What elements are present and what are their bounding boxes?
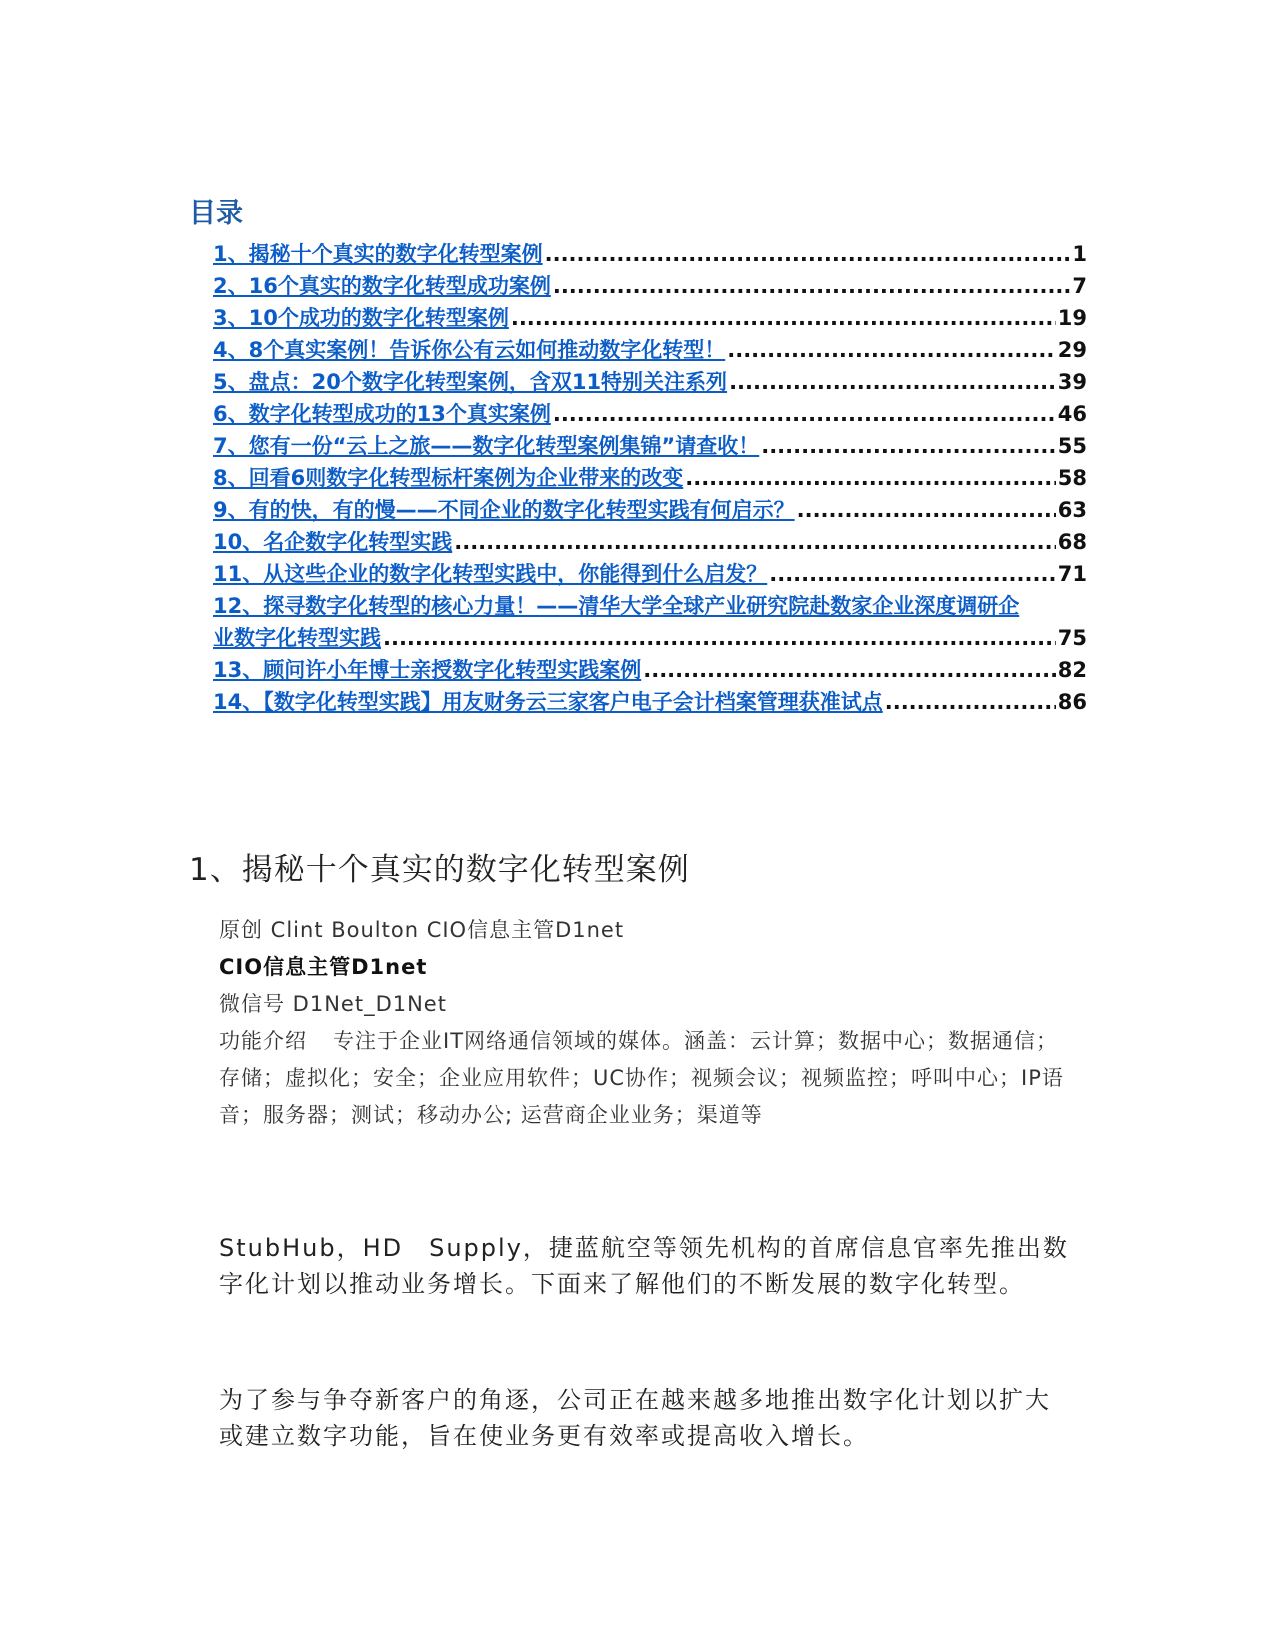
toc-title: 目录: [189, 198, 243, 229]
toc-leader-dots: [797, 494, 1056, 526]
toc-entry-2[interactable]: [213, 270, 1087, 302]
intro-label: 功能介绍: [219, 1029, 307, 1053]
toc-entry-4[interactable]: [213, 334, 1087, 366]
toc-leader-dots: [553, 270, 1071, 302]
toc-entry-12-continuation[interactable]: [213, 622, 1087, 654]
toc-link[interactable]: 11、从这些企业的数字化转型实践中，你能得到什么启发？: [213, 562, 768, 586]
toc-leader-dots: [885, 686, 1056, 718]
toc-link[interactable]: 2、16个真实的数字化转型成功案例: [213, 274, 551, 298]
toc-leader-dots: [454, 526, 1056, 558]
toc-link[interactable]: 4、8个真实案例！告诉你公有云如何推动数字化转型！: [213, 338, 726, 362]
toc-link[interactable]: 8、回看6则数字化转型标杆案例为企业带来的改变: [213, 466, 684, 490]
toc-leader-dots: [553, 398, 1056, 430]
toc-entry-6[interactable]: [213, 398, 1087, 430]
toc-page-number: 86: [1057, 690, 1087, 714]
toc-leader-dots: [685, 462, 1056, 494]
intro-text: 专注于企业IT网络通信领域的媒体。涵盖：云计算；数据中心；数据通信；存储；虚拟化；安全；企业应用软件；UC协作；视频会议；视频监控；呼叫中心；IP语音；服务器；测试；移动办公; 运营商企业业务；渠道等: [219, 1029, 1064, 1127]
toc-page-number: 75: [1057, 626, 1087, 650]
toc-link[interactable]: 1、揭秘十个真实的数字化转型案例: [213, 242, 543, 266]
toc-page-number: 39: [1057, 370, 1087, 394]
toc-entry-14[interactable]: [213, 686, 1087, 718]
toc-page-number: 29: [1057, 338, 1087, 362]
toc-page-number: 82: [1057, 658, 1087, 682]
toc-page-number: 1: [1072, 242, 1087, 266]
table-of-contents: [213, 238, 1087, 718]
toc-leader-dots: [729, 366, 1056, 398]
toc-page-number: 46: [1057, 402, 1087, 426]
toc-link[interactable]: 6、数字化转型成功的13个真实案例: [213, 402, 551, 426]
toc-leader-dots: [383, 622, 1056, 654]
toc-entry-7[interactable]: [213, 430, 1087, 462]
toc-link[interactable]: 5、盘点：20个数字化转型案例，含双11特别关注系列: [213, 370, 728, 394]
toc-leader-dots: [545, 238, 1071, 270]
toc-link[interactable]: 7、您有一份“云上之旅——数字化转型案例集锦”请查收！: [213, 434, 760, 458]
article-meta: [219, 912, 1069, 1134]
toc-entry-13[interactable]: [213, 654, 1087, 686]
toc-entry-3[interactable]: [213, 302, 1087, 334]
toc-page-number: 7: [1072, 274, 1087, 298]
toc-leader-dots: [727, 334, 1056, 366]
toc-entry-8[interactable]: [213, 462, 1087, 494]
account-intro: [219, 1023, 1069, 1134]
toc-entry-10[interactable]: [213, 526, 1087, 558]
toc-entry-9[interactable]: [213, 494, 1087, 526]
toc-link[interactable]: 14、【数字化转型实践】用友财务云三家客户电子会计档案管理获准试点: [213, 690, 883, 714]
toc-link[interactable]: 13、顾问许小年博士亲授数字化转型实践案例: [213, 658, 642, 682]
byline: 原创 Clint Boulton CIO信息主管D1net: [219, 918, 625, 942]
toc-entry-11[interactable]: [213, 558, 1087, 590]
toc-page-number: 63: [1057, 498, 1087, 522]
toc-page-number: 68: [1057, 530, 1087, 554]
toc-page-number: 55: [1057, 434, 1087, 458]
toc-link[interactable]: 9、有的快，有的慢——不同企业的数字化转型实践有何启示？: [213, 498, 795, 522]
toc-entry-5[interactable]: [213, 366, 1087, 398]
toc-leader-dots: [511, 302, 1056, 334]
toc-entry-12[interactable]: [213, 590, 1087, 654]
toc-page-number: 58: [1057, 466, 1087, 490]
toc-leader-dots: [769, 558, 1056, 590]
toc-link[interactable]: 10、名企数字化转型实践: [213, 530, 453, 554]
toc-leader-dots: [761, 430, 1056, 462]
toc-entry-1[interactable]: [213, 238, 1087, 270]
toc-link[interactable]: 3、10个成功的数字化转型案例: [213, 306, 509, 330]
toc-page-number: 19: [1057, 306, 1087, 330]
toc-link[interactable]: 业数字化转型实践: [213, 626, 381, 650]
toc-page-number: 71: [1057, 562, 1087, 586]
toc-link[interactable]: 12、探寻数字化转型的核心力量！——清华大学全球产业研究院赴数家企业深度调研企: [213, 594, 1020, 618]
article-paragraph-2: 为了参与争夺新客户的角逐，公司正在越来越多地推出数字化计划以扩大或建立数字功能，旨在使业务更有效率或提高收入增长。: [219, 1386, 1051, 1450]
toc-leader-dots: [643, 654, 1056, 686]
account-name[interactable]: CIO信息主管D1net: [219, 955, 428, 979]
article-paragraph-1: StubHub，HD Supply，捷蓝航空等领先机构的首席信息官率先推出数字化计划以推动业务增长。下面来了解他们的不断发展的数字化转型。: [219, 1234, 1069, 1298]
wechat-id: 微信号 D1Net_D1Net: [219, 992, 447, 1016]
article-heading: 1、揭秘十个真实的数字化转型案例: [189, 851, 690, 888]
